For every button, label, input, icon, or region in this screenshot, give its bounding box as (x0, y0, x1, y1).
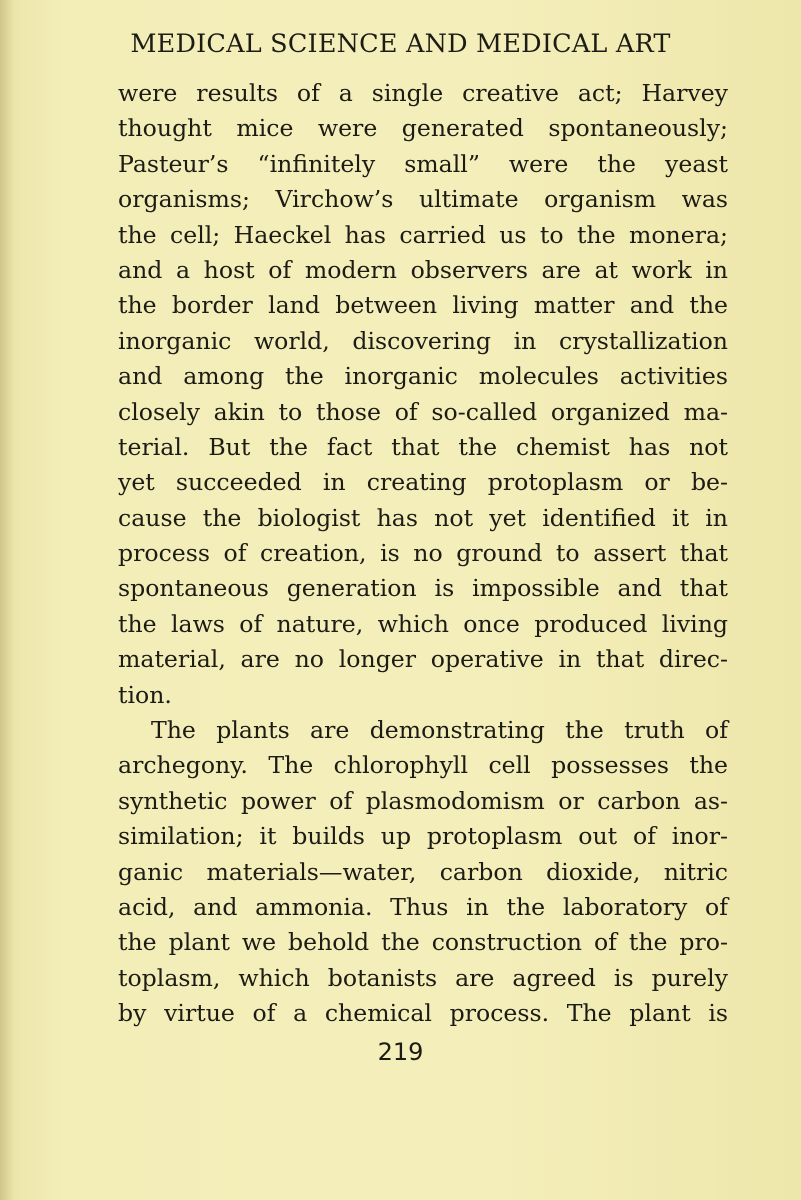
text-line: archegony. The chlorophyll cell possesses the (118, 751, 728, 780)
text-line: and among the inorganic molecules activities (118, 362, 728, 391)
text-line: toplasm, which botanists are agreed is purely (118, 963, 728, 992)
text-line: cause the biologist has not yet identified it in (118, 503, 728, 532)
text-line: inorganic world, discovering in crystallization (118, 326, 728, 355)
text-line: organisms; Virchow’s ultimate organism was (118, 185, 728, 214)
text-line: the plant we behold the construction of the pro- (118, 928, 728, 957)
text-line: terial. But the fact that the chemist has not (118, 432, 728, 461)
text-line: ganic materials—water, carbon dioxide, nitric (118, 857, 728, 886)
text-line: acid, and ammonia. Thus in the laboratory of (118, 892, 728, 921)
text-line: the cell; Haeckel has carried us to the monera; (118, 220, 728, 249)
text-line: by virtue of a chemical process. The plant is (118, 999, 728, 1028)
text-line: the border land between living matter and the (118, 291, 728, 320)
text-line: process of creation, is no ground to assert that (118, 539, 728, 568)
text-line: yet succeeded in creating protoplasm or be- (118, 468, 728, 497)
gutter-shadow (0, 0, 14, 1200)
body-text (118, 76, 728, 1032)
text-line: thought mice were generated spontaneously; (118, 114, 728, 143)
text-line: and a host of modern observers are at work in (118, 255, 728, 284)
text-line: tion. (118, 680, 172, 709)
running-head: MEDICAL SCIENCE AND MEDICAL ART (130, 29, 671, 59)
text-line: closely akin to those of so-called organized ma- (118, 397, 728, 426)
text-line: The plants are demonstrating the truth of (151, 716, 728, 745)
text-line: the laws of nature, which once produced living (118, 609, 728, 638)
text-line: material, are no longer operative in that direc- (118, 645, 728, 674)
text-line: Pasteur’s “infinitely small” were the yeast (118, 149, 728, 178)
text-line: synthetic power of plasmodomism or carbon as- (118, 786, 728, 815)
page-number: 219 (377, 1038, 424, 1066)
text-line: spontaneous generation is impossible and that (118, 574, 728, 603)
text-line: were results of a single creative act; Harvey (118, 79, 728, 107)
text-line: similation; it builds up protoplasm out of inor- (118, 822, 728, 851)
